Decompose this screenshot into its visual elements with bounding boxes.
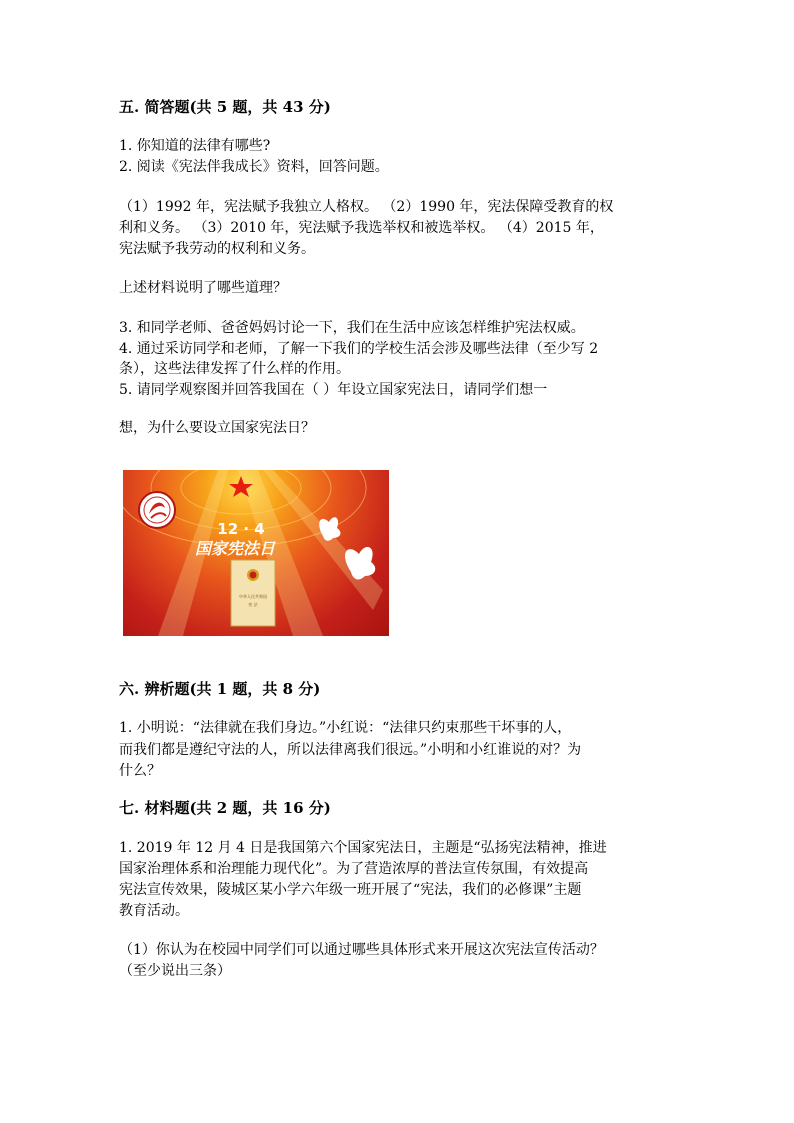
- question-2: 2. 阅读《宪法伴我成长》资料，回答问题。: [119, 159, 389, 175]
- subquestion-1-line-2: （至少说出三条）: [119, 963, 231, 979]
- section6-heading: 六. 辨析题(共 1 题，共 8 分): [119, 680, 321, 698]
- school-logo: [139, 492, 175, 528]
- question-3: 3. 和同学老师、爸爸妈妈讨论一下，我们在生活中应该怎样维护宪法权威。: [119, 320, 585, 336]
- analysis-question-line-2: 而我们都是遵纪守法的人，所以法律离我们很远。”小明和小红谁说的对？为: [119, 742, 582, 758]
- section5-heading: 五. 简答题(共 5 题，共 43 分): [119, 98, 331, 116]
- subquestion-1-line-1: （1）你认为在校园中同学们可以通过哪些具体形式来开展这次宪法宣传活动？: [119, 942, 604, 958]
- constitution-day-illustration: [123, 470, 389, 636]
- material-line-2: 利和义务。 （3）2010 年，宪法赋予我选举权和被选举权。 （4）2015 年，: [119, 220, 604, 236]
- svg-text:宪 法: 宪 法: [248, 602, 258, 607]
- material-question-line-1: 1. 2019 年 12 月 4 日是我国第六个国家宪法日，主题是“弘扬宪法精神，推进: [119, 840, 607, 856]
- material-question-line-4: 教育活动。: [119, 903, 189, 919]
- constitution-day-image: [123, 470, 389, 636]
- question-5-line-1: 5. 请同学观察图并回答我国在（ ）年设立国家宪法日，请同学们想一: [119, 382, 548, 398]
- question-5-line-2: 想，为什么要设立国家宪法日？: [119, 420, 315, 436]
- material-line-3: 宪法赋予我劳动的权利和义务。: [119, 241, 315, 257]
- question-4-line-2: 条），这些法律发挥了什么样的作用。: [119, 361, 350, 377]
- section7-heading: 七. 材料题(共 2 题，共 16 分): [119, 799, 331, 817]
- question-4-line-1: 4. 通过采访同学和老师，了解一下我们的学校生活会涉及哪些法律（至少写 2: [119, 341, 599, 357]
- material-question-line-2: 国家治理体系和治理能力现代化”。为了营造浓厚的普法宣传氛围，有效提高: [119, 861, 589, 877]
- material-line-1: （1）1992 年，宪法赋予我独立人格权。 （2）1990 年，宪法保障受教育的权: [119, 199, 614, 215]
- material-question-line-3: 宪法宣传效果，陵城区某小学六年级一班开展了“宪法，我们的必修课”主题: [119, 882, 582, 898]
- question-2-prompt: 上述材料说明了哪些道理？: [119, 280, 287, 296]
- constitution-book: [231, 560, 275, 626]
- date-text: 12 · 4: [217, 520, 265, 538]
- svg-text:中华人民共和国: 中华人民共和国: [239, 594, 267, 599]
- question-1: 1. 你知道的法律有哪些?: [119, 138, 271, 154]
- title-text: 国家宪法日: [194, 539, 276, 558]
- analysis-question-line-1: 1. 小明说：“法律就在我们身边。”小红说：“法律只约束那些干坏事的人，: [119, 720, 572, 736]
- analysis-question-line-3: 什么？: [119, 763, 161, 779]
